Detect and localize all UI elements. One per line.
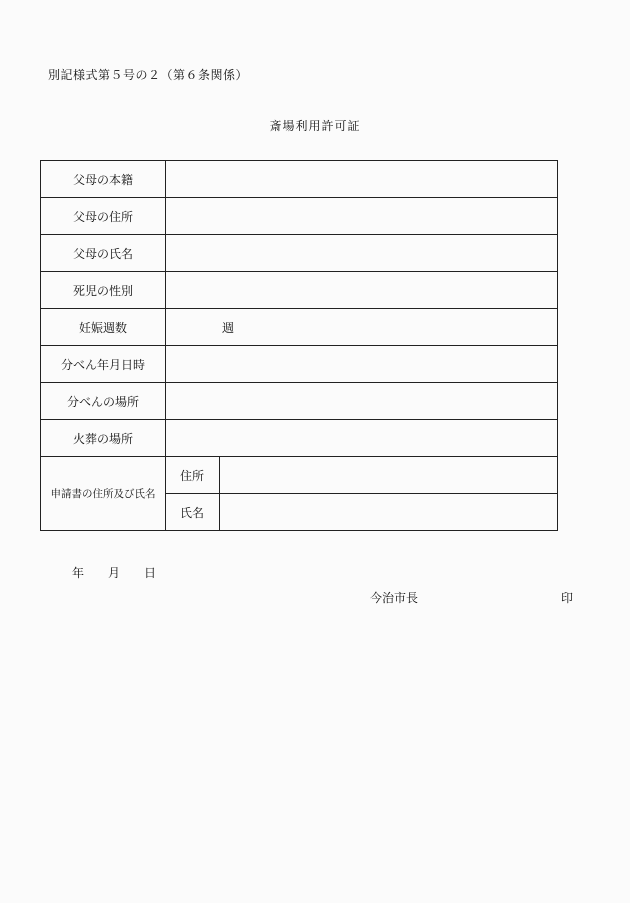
table-row <box>41 161 558 198</box>
day-label: 日 <box>144 566 157 580</box>
applicant-address-value[interactable] <box>220 457 558 494</box>
row-label-delivery-datetime: 分べん年月日時 <box>41 346 166 383</box>
document-title: 斎場利用許可証 <box>269 119 361 133</box>
applicant-label: 申請書の住所及び氏名 <box>41 457 166 531</box>
row-label-stillborn-sex: 死児の性別 <box>41 272 166 309</box>
table-row <box>41 346 558 383</box>
table-row <box>41 457 558 494</box>
applicant-name-label: 氏名 <box>166 494 220 531</box>
row-value-delivery-place[interactable] <box>166 383 558 420</box>
table-row <box>41 420 558 457</box>
table-row <box>41 383 558 420</box>
row-value-parents-address[interactable] <box>166 198 558 235</box>
row-value-stillborn-sex[interactable] <box>166 272 558 309</box>
table-row <box>41 272 558 309</box>
row-label-cremation-place: 火葬の場所 <box>41 420 166 457</box>
applicant-name-value[interactable] <box>220 494 558 531</box>
applicant-address-label: 住所 <box>166 457 220 494</box>
row-label-delivery-place: 分べんの場所 <box>41 383 166 420</box>
seal-mark: 印 <box>561 591 574 605</box>
permit-form-table <box>40 160 558 531</box>
row-value-cremation-place[interactable] <box>166 420 558 457</box>
row-value-delivery-datetime[interactable] <box>166 346 558 383</box>
year-label: 年 <box>72 566 85 580</box>
row-value-parents-name[interactable] <box>166 235 558 272</box>
row-label-family-register: 父母の本籍 <box>41 161 166 198</box>
row-label-gestation-weeks: 妊娠週数 <box>41 309 166 346</box>
row-value-gestation-weeks[interactable]: 週 <box>166 309 558 346</box>
row-label-parents-name: 父母の氏名 <box>41 235 166 272</box>
row-label-parents-address: 父母の住所 <box>41 198 166 235</box>
form-reference: 別記様式第５号の２（第６条関係） <box>48 68 249 82</box>
table-row <box>41 198 558 235</box>
row-value-family-register[interactable] <box>166 161 558 198</box>
issuer-title: 今治市長 <box>370 591 419 605</box>
issue-date <box>72 564 156 581</box>
table-row <box>41 309 558 346</box>
table-row <box>41 235 558 272</box>
month-label: 月 <box>108 566 121 580</box>
